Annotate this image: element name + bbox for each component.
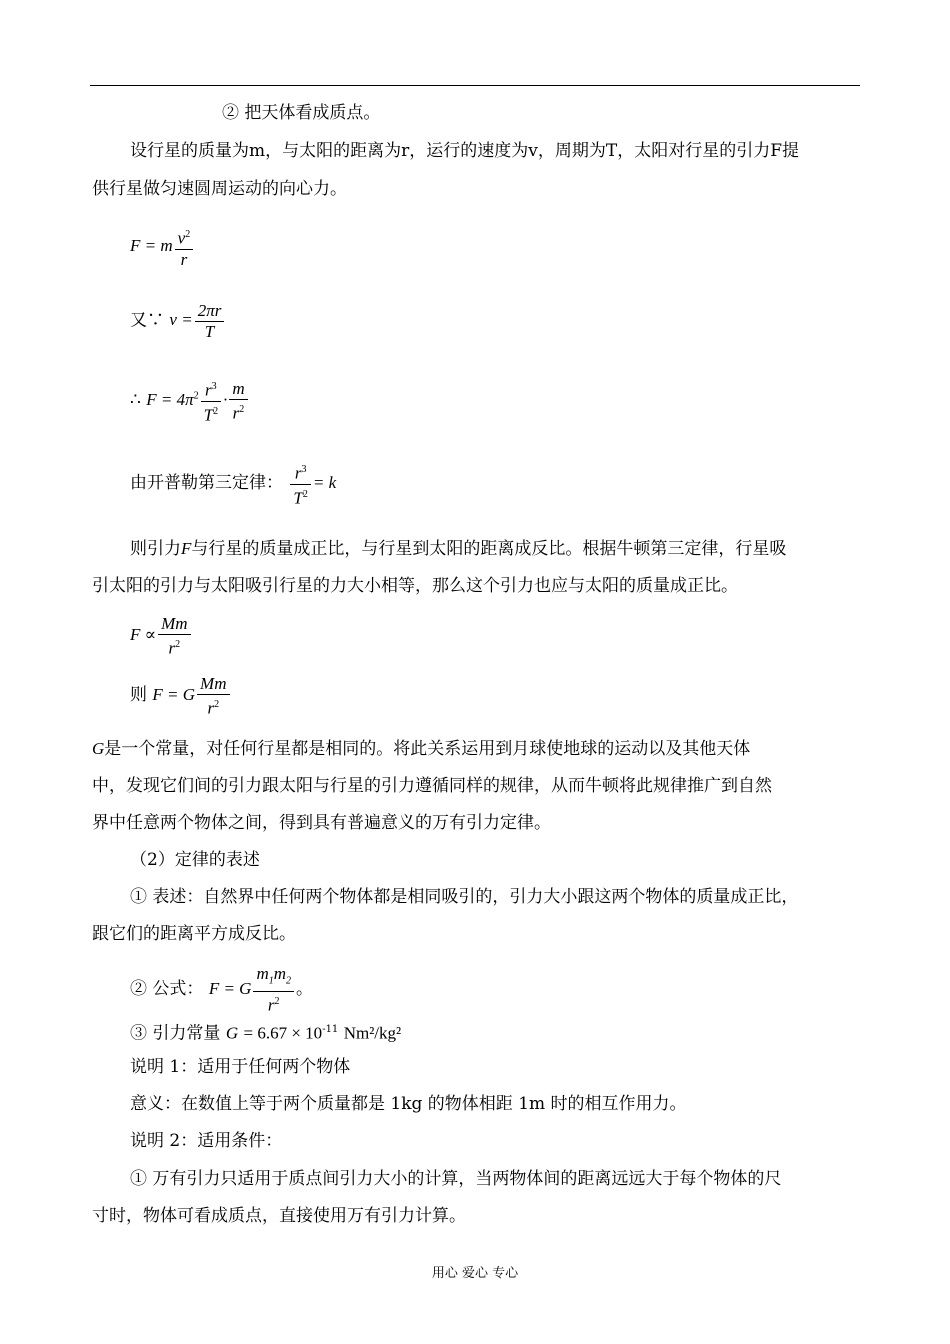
g-constant-line-3: 界中任意两个物体之间，得到具有普遍意义的万有引力定律。 xyxy=(92,813,551,833)
g-constant-line-1: G是一个常量，对任何行星都是相同的。将此关系运用到月球使地球的运动以及其他天体 xyxy=(92,739,751,759)
kepler-third-law: 由开普勒第三定律： $\frac{r^3}{T^2}$ = k xyxy=(130,461,336,507)
formula-centripetal: F = m $\frac{v^2}{r}$ xyxy=(130,226,195,269)
proportion-line-1: 则引力F与行星的质量成正比，与行星到太阳的距离成反比。根据牛顿第三定律，行星吸 xyxy=(130,539,787,559)
header-rule xyxy=(90,85,860,86)
section-2-heading: （2）定律的表述 xyxy=(130,850,260,870)
formula-gravity-g: 则 F = G $\frac{Mm}{r^2}$ xyxy=(130,675,232,718)
note-1: 说明 1：适用于任何两个物体 xyxy=(130,1057,351,1077)
formula-law: ② 公式： F = G $\frac{m_1m_2}{r^2}$ 。 xyxy=(130,964,314,1016)
formula-velocity: 又∵ v = $\frac{2\pi r}{T}$ xyxy=(130,302,226,341)
page-footer: 用心 爱心 专心 xyxy=(431,1266,519,1281)
statement-line-2: 跟它们的距离平方成反比。 xyxy=(92,924,296,944)
proportion-line-2: 引太阳的引力与太阳吸引行星的力大小相等，那么这个引力也应与太阳的质量成正比。 xyxy=(92,576,738,596)
g-constant-line-2: 中，发现它们间的引力跟太阳与行星的引力遵循同样的规律，从而牛顿将此规律推广到自然 xyxy=(92,776,772,796)
note-2: 说明 2：适用条件： xyxy=(130,1131,283,1151)
formula-proportional: F ∝ $\frac{Mm}{r^2}$ xyxy=(130,615,193,658)
condition-line-2: 寸时，物体可看成质点，直接使用万有引力计算。 xyxy=(92,1206,466,1226)
condition-line-1: ① 万有引力只适用于质点间引力大小的计算，当两物体间的距离远远大于每个物体的尺 xyxy=(130,1169,782,1189)
meaning-line: 意义：在数值上等于两个质量都是 1kg 的物体相距 1m 时的相互作用力。 xyxy=(130,1094,687,1114)
point-2-line: ② 把天体看成质点。 xyxy=(222,103,381,123)
statement-line-1: ① 表述：自然界中任何两个物体都是相同吸引的，引力大小跟这两个物体的质量成正比， xyxy=(130,887,799,907)
setup-line-1: 设行星的质量为m，与太阳的距离为r，运行的速度为v，周期为T，太阳对行星的引力F提 xyxy=(130,141,799,161)
setup-line-2: 供行星做匀速圆周运动的向心力。 xyxy=(92,179,347,199)
formula-force-derived: ∴ $F = 4\pi^2$ $\frac{r^3}{T^2}$ · $\frac{m}{r^2}$ xyxy=(130,378,250,424)
gravitational-constant: ③ 引力常量 $G = 6.67 \times 10^{-11}$ Nm²/kg² xyxy=(130,1023,402,1044)
